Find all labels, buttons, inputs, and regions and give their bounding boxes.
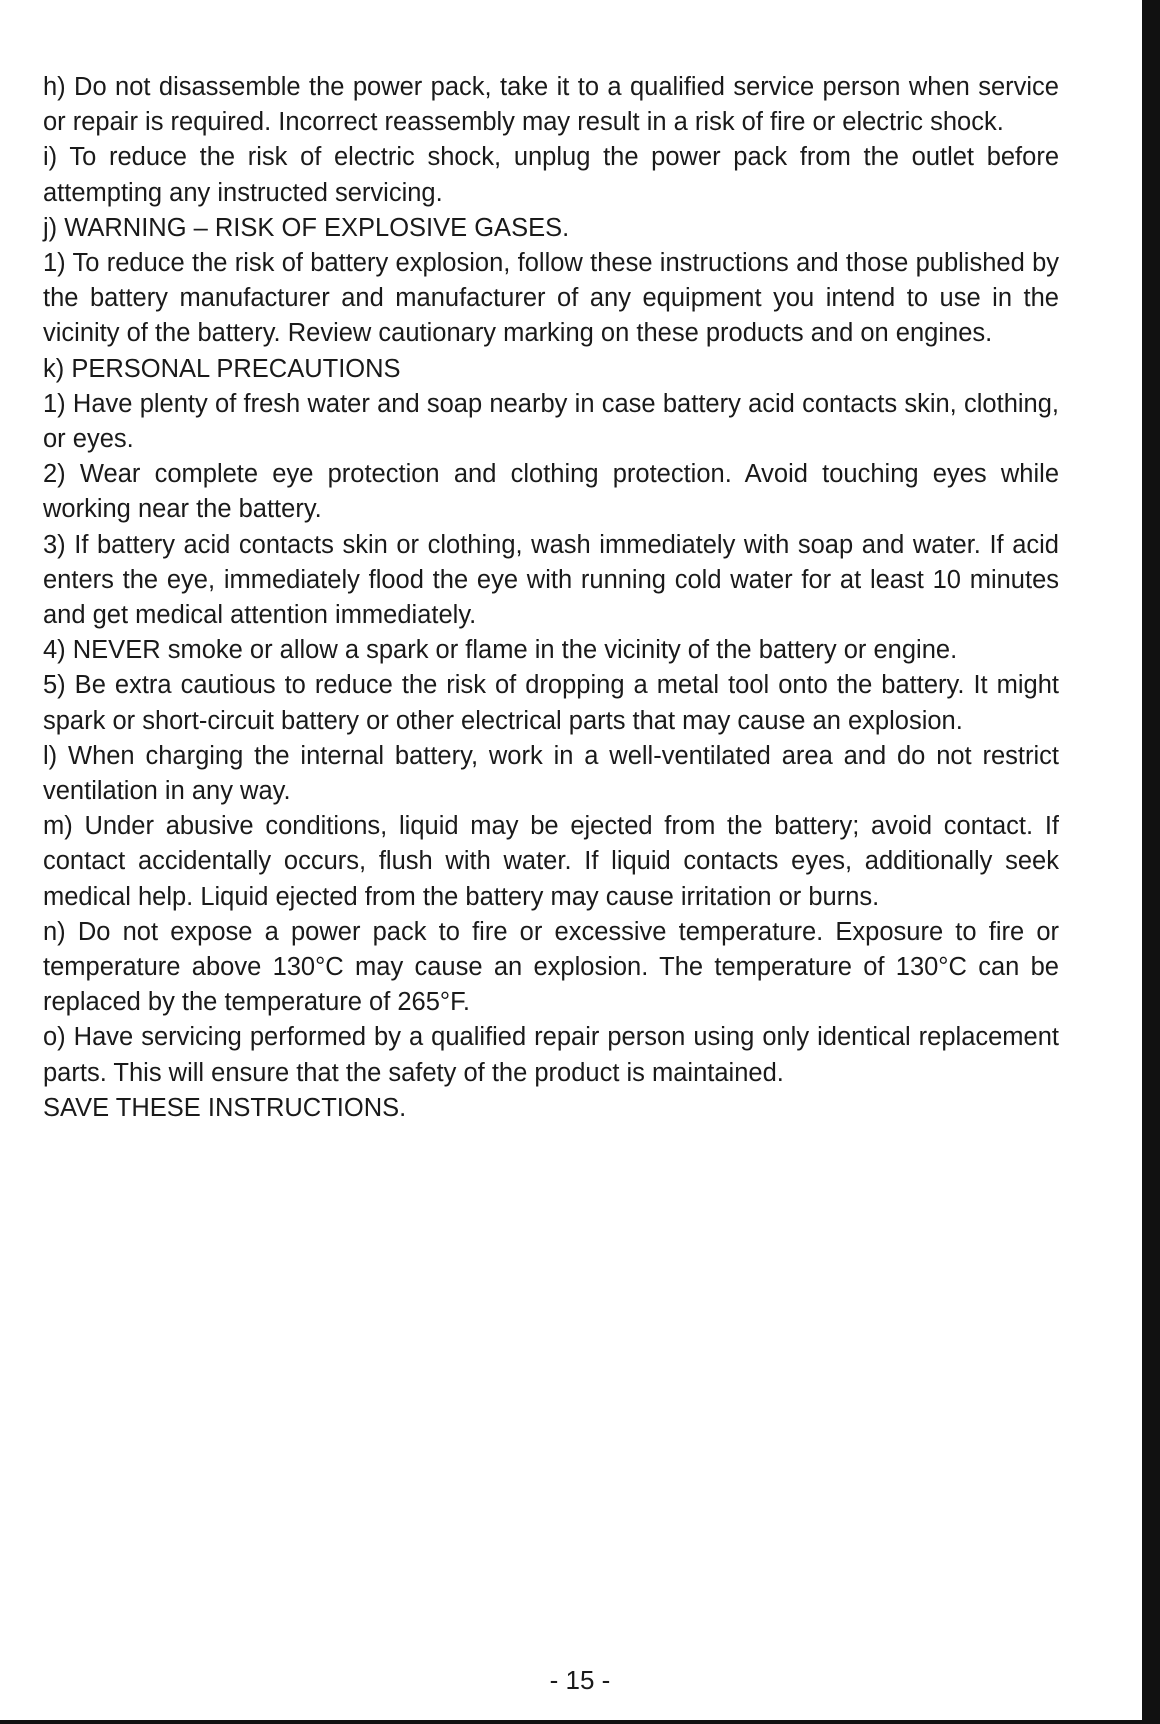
- paragraph-l-ventilation: l) When charging the internal battery, work in a well-ventilated area and do not restrict ventilation in any way.: [43, 741, 1059, 806]
- paragraph-k3-battery-acid: 3) If battery acid contacts skin or clothing, wash immediately with soap and water. If acid enters the eye, immediately flood the eye with running cold water for at least 10 minutes and get medical attention immediately.: [43, 530, 1059, 630]
- paragraph-k1-fresh-water: 1) Have plenty of fresh water and soap nearby in case battery acid contacts skin, clothing, or eyes.: [43, 389, 1059, 454]
- paragraph-m-abusive-conditions: m) Under abusive conditions, liquid may be ejected from the battery; avoid contact. If contact accidentally occurs, flush with water. If liquid contacts eyes, additionally seek medical help. Liquid ejected from the battery may cause irritation or burns.: [43, 812, 1059, 911]
- paragraph-o-servicing: o) Have servicing performed by a qualified repair person using only identical replacement parts. This will ensure that the safety of the product is maintained.: [43, 1023, 1059, 1087]
- paragraph-k2-eye-protection: 2) Wear complete eye protection and clothing protection. Avoid touching eyes while working near the battery.: [43, 460, 1059, 524]
- safety-instructions-body: [43, 70, 1059, 1126]
- paragraph-k-personal-precautions-heading: k) PERSONAL PRECAUTIONS: [43, 354, 401, 383]
- paragraph-j1-explosion: 1) To reduce the risk of battery explosion, follow these instructions and those published by the battery manufacturer and manufacturer of any equipment you intend to use in the vicinity of the battery. Review cautionary marking on these products and on engines.: [43, 249, 1059, 348]
- paragraph-n-temperature: n) Do not expose a power pack to fire or excessive temperature. Exposure to fire or temperature above 130°C may cause an explosion. The temperature of 130°C can be replaced by the temperature of 265°F.: [43, 917, 1059, 1017]
- paragraph-h-disassembly: h) Do not disassemble the power pack, take it to a qualified service person when service or repair is required. Incorrect reassembly may result in a risk of fire or electric shock.: [43, 73, 1059, 137]
- page-number: - 15 -: [549, 1665, 611, 1695]
- paragraph-save-instructions: SAVE THESE INSTRUCTIONS.: [43, 1093, 407, 1122]
- paragraph-i-unplug: i) To reduce the risk of electric shock, unplug the power pack from the outlet before attempting any instructed servicing.: [43, 143, 1059, 207]
- page-edge-border: [1142, 0, 1160, 1724]
- paragraph-k4-never-smoke: 4) NEVER smoke or allow a spark or flame in the vicinity of the battery or engine.: [43, 636, 958, 665]
- page-bottom-border: [0, 1720, 1160, 1724]
- paragraph-k5-metal-tool: 5) Be extra cautious to reduce the risk of dropping a metal tool onto the battery. It might spark or short-circuit battery or other electrical parts that may cause an explosion.: [43, 671, 1059, 735]
- paragraph-j-warning-heading: j) WARNING – RISK OF EXPLOSIVE GASES.: [43, 213, 570, 242]
